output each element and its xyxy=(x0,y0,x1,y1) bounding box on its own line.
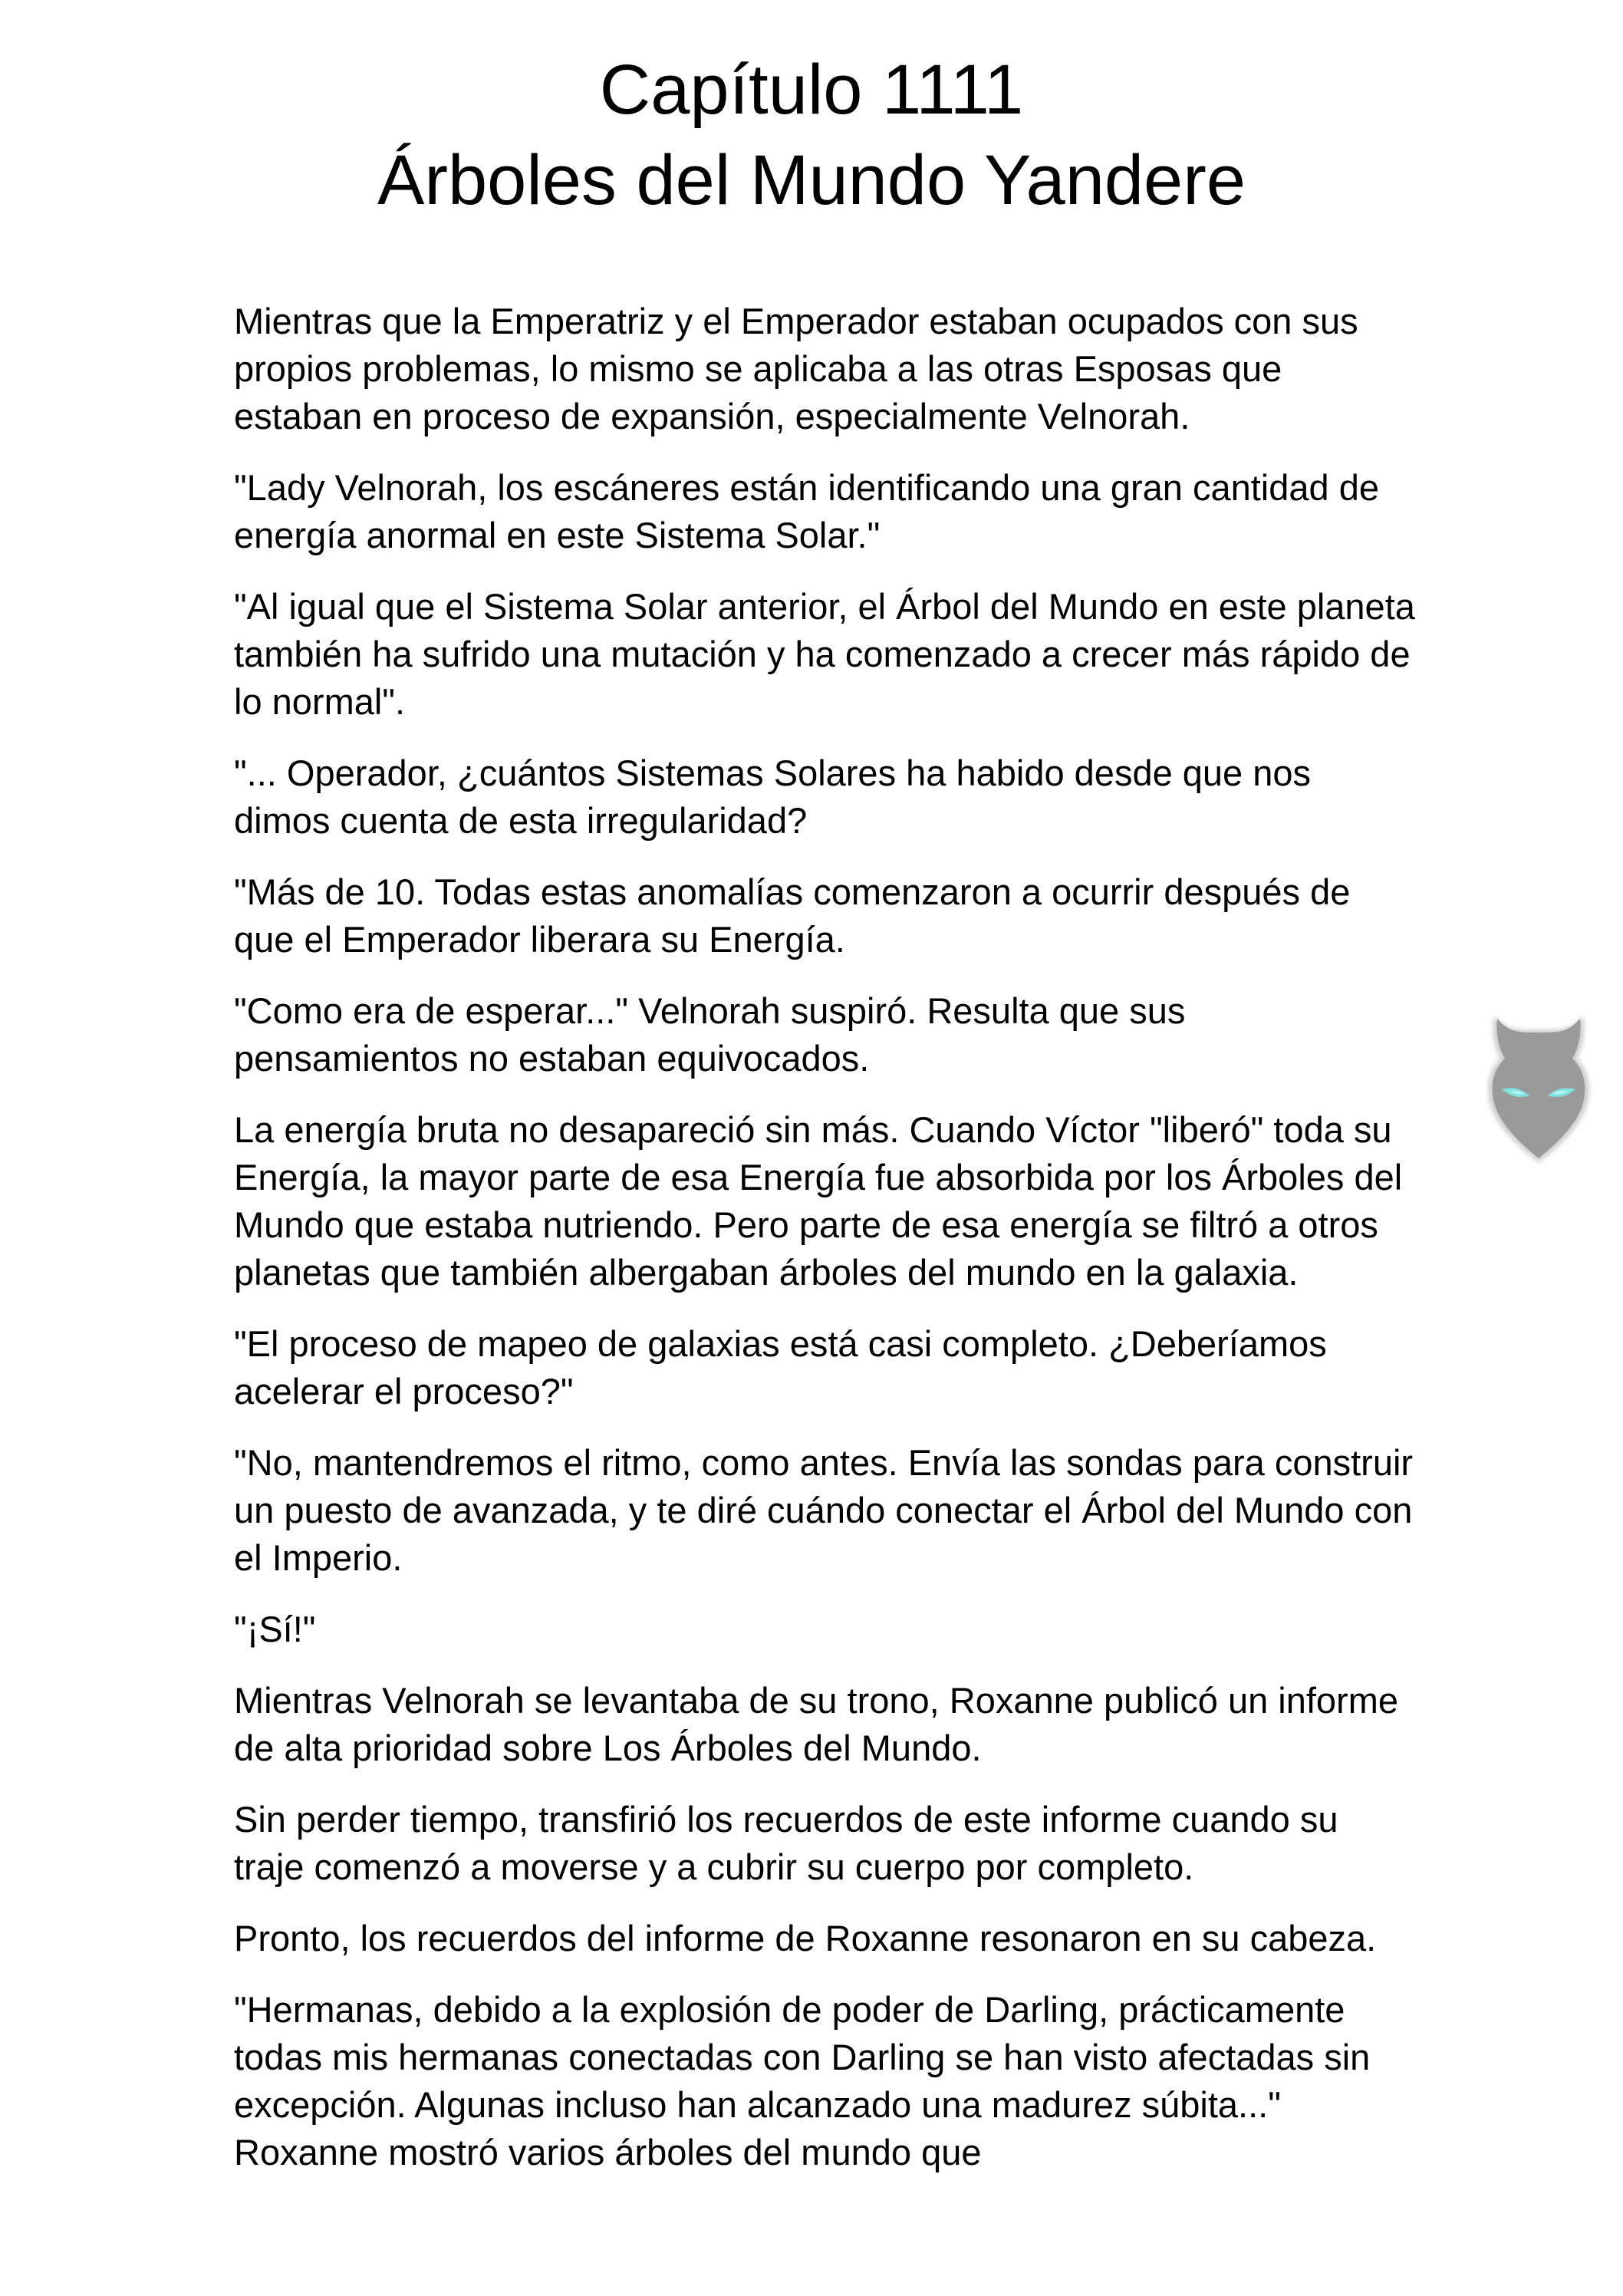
paragraph: "Hermanas, debido a la explosión de poder de Darling, prácticamente todas mis hermanas conectadas con Darling se han visto afectadas sin excepción. Algunas incluso han alcanzado una madurez súbita..." Roxanne mostró varios árboles del mundo que xyxy=(234,1989,1371,2172)
chapter-heading xyxy=(0,44,1623,226)
paragraph: "No, mantendremos el ritmo, como antes. Envía las sondas para construir un puesto de avanzada, y te diré cuándo conectar el Árbol del Mundo con el Imperio. xyxy=(234,1442,1414,1578)
paragraph: Mientras Velnorah se levantaba de su trono, Roxanne publicó un informe de alta prioridad sobre Los Árboles del Mundo. xyxy=(234,1680,1398,1768)
paragraph: "... Operador, ¿cuántos Sistemas Solares ha habido desde que nos dimos cuenta de esta irregularidad? xyxy=(234,753,1312,841)
chapter-title: Árboles del Mundo Yandere xyxy=(377,141,1246,219)
paragraph: "Como era de esperar..." Velnorah suspiró. Resulta que sus pensamientos no estaban equivocados. xyxy=(234,990,1186,1079)
paragraph: Pronto, los recuerdos del informe de Roxanne resonaron en su cabeza. xyxy=(234,1918,1377,1958)
paragraph: "¡Sí!" xyxy=(234,1609,316,1649)
paragraph: "Lady Velnorah, los escáneres están identificando una gran cantidad de energía anormal en este Sistema Solar." xyxy=(234,467,1380,555)
chapter-body xyxy=(234,298,1415,2200)
demon-head-logo-icon xyxy=(1471,999,1606,1168)
paragraph: "Al igual que el Sistema Solar anterior, el Árbol del Mundo en este planeta también ha sufrido una mutación y ha comenzado a crecer más rápido de lo normal". xyxy=(234,586,1415,722)
paragraph: La energía bruta no desapareció sin más. Cuando Víctor "liberó" toda su Energía, la mayor parte de esa Energía fue absorbida por los Árboles del Mundo que estaba nutriendo. Pero parte de esa energía se filtró a otros planetas que también albergaban árboles del mundo en la galaxia. xyxy=(234,1109,1403,1293)
paragraph: Sin perder tiempo, transfirió los recuerdos de este informe cuando su traje comenzó a moverse y a cubrir su cuerpo por completo. xyxy=(234,1799,1338,1887)
paragraph: "El proceso de mapeo de galaxias está casi completo. ¿Deberíamos acelerar el proceso?" xyxy=(234,1323,1327,1412)
paragraph: "Más de 10. Todas estas anomalías comenzaron a ocurrir después de que el Emperador liberara su Energía. xyxy=(234,871,1351,960)
chapter-number: Capítulo 1111 xyxy=(599,51,1024,129)
paragraph: Mientras que la Emperatriz y el Emperador estaban ocupados con sus propios problemas, lo mismo se aplicaba a las otras Esposas que estaban en proceso de expansión, especialmente Velnorah. xyxy=(234,301,1358,436)
